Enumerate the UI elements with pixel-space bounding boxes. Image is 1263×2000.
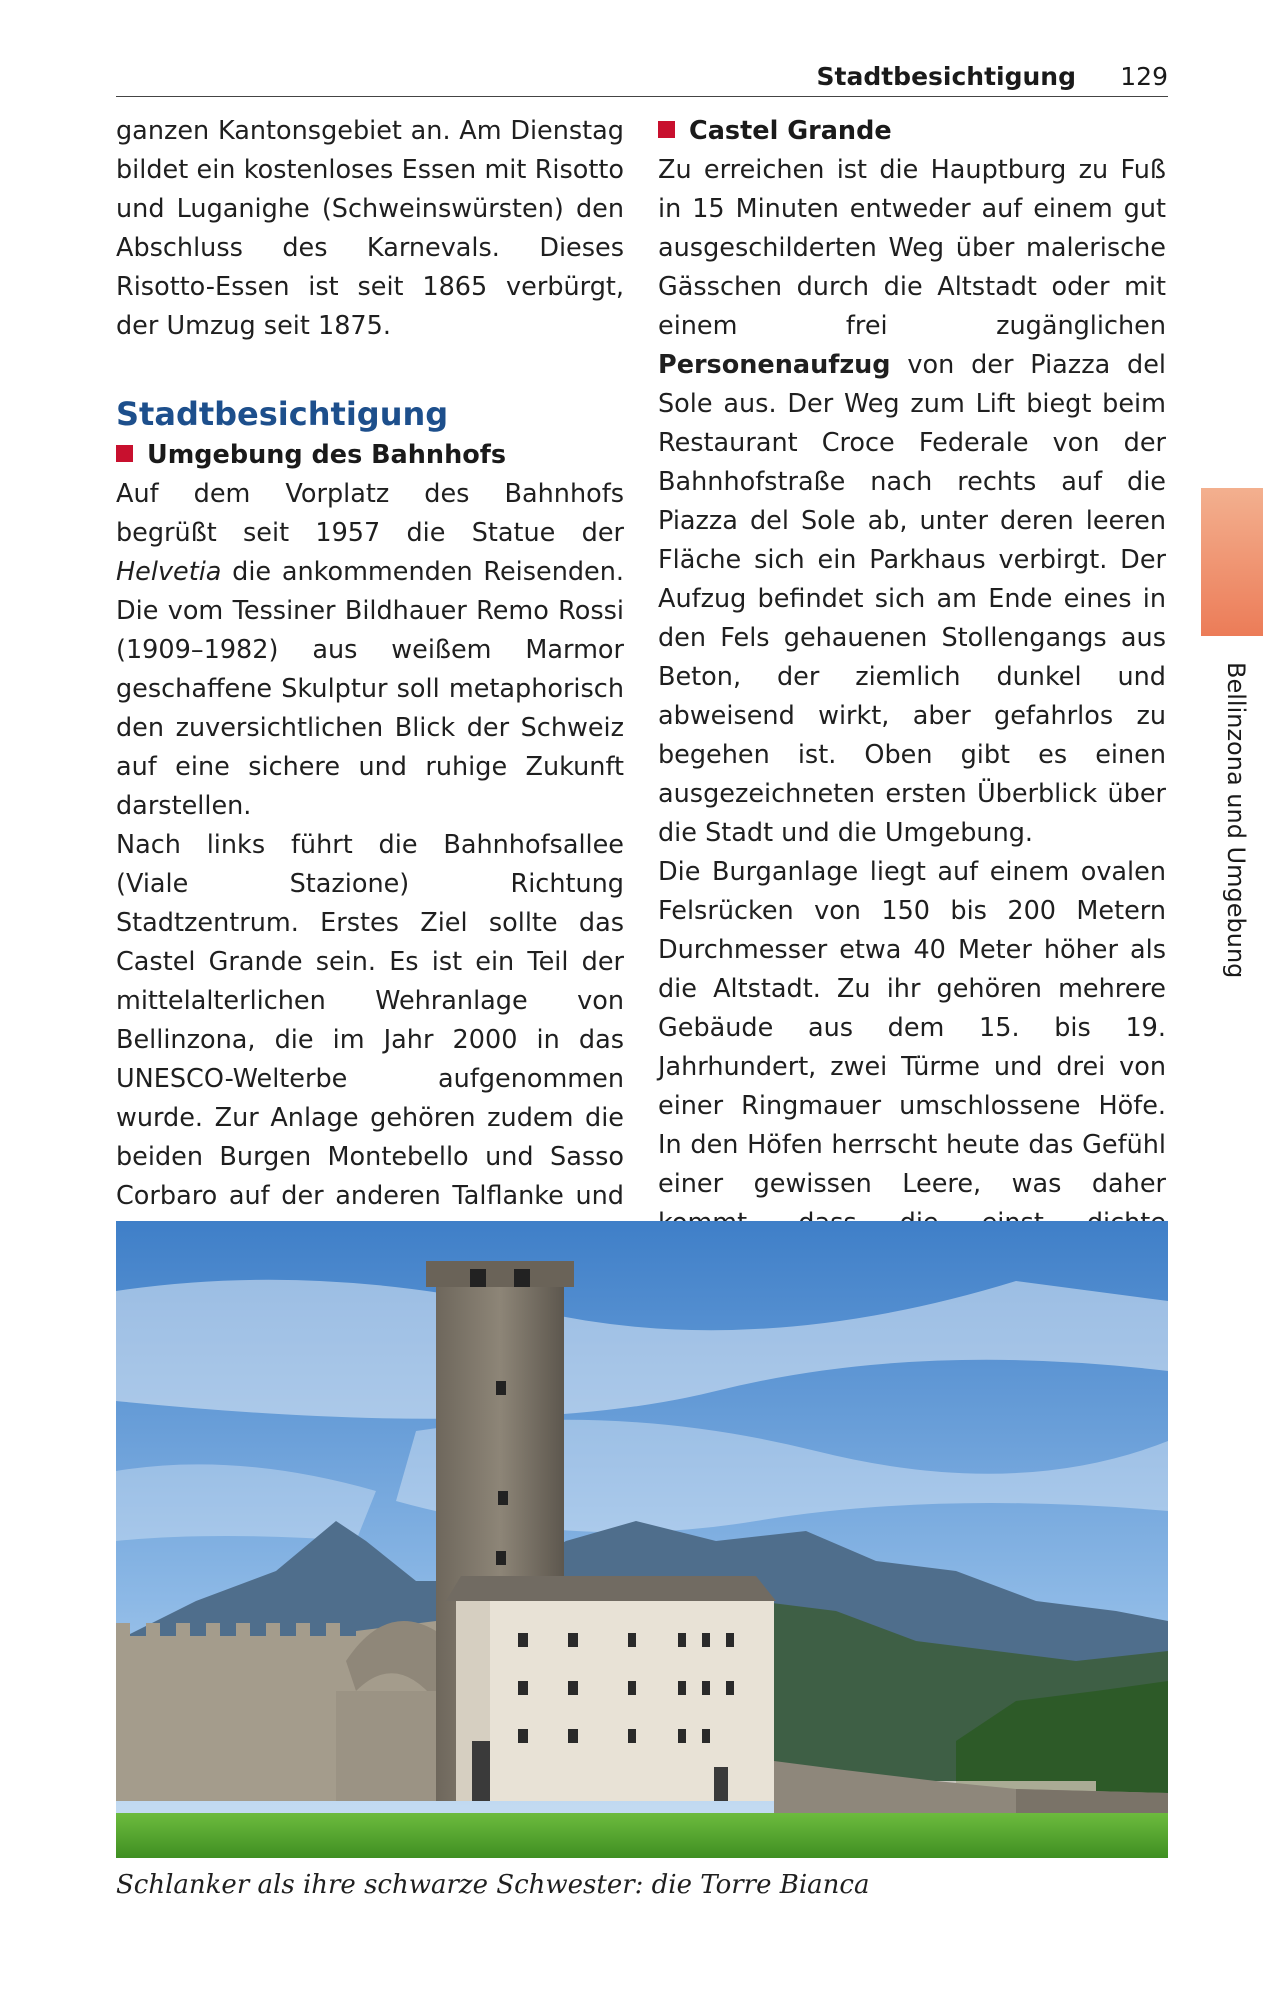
left-column: [116, 112, 624, 1294]
chapter-tab: [1201, 488, 1263, 636]
paragraph-access-end: von der Piazza del Sole aus. Der Weg zum Lift biegt beim Restaurant Croce Federale von der Bahnhofstraße nach rechts auf die Piazza del Sole ab, unter deren leeren Fläche sich ein Parkhaus verbirgt. Der Aufzug befindet sich am Ende eines in den Fels gehauenen Stollengangs aus Beton, der ziemlich dunkel und abweisend wirkt, aber gefahrlos zu begehen ist. Oben gibt es einen ausgezeichneten ersten Überblick über die Stadt und die Umgebung.: [658, 350, 1166, 848]
running-head: [116, 60, 1168, 97]
subheading-castel-grande: [658, 112, 1166, 151]
square-marker-icon: [658, 121, 675, 138]
paragraph-helvetia-end: die ankommenden Reisenden. Die vom Tessiner Bildhauer Remo Rossi (1909–1982) aus weißem Marmor geschaffene Skulptur soll metaphorisch den zuversichtlichen Blick der Schweiz auf eine sichere und ruhige Zukunft darstellen.: [116, 557, 624, 821]
chapter-tab-label: Bellinzona und Umgebung: [1222, 662, 1250, 979]
paragraph-burganlage: Die Burganlage liegt auf einem ovalen Felsrücken von 150 bis 200 Metern Durchmesser etwa 40 Meter höher als die Altstadt. Zu ihr gehören mehrere Gebäude aus dem 15. bis 19. Jahrhundert, zwei Türme und drei von einer Ringmauer umschlossene Höfe. In den Höfen herrscht heute das Gefühl einer gewissen Leere, was daher: [658, 857, 1166, 1199]
subheading-umgebung-label: Umgebung des Bahnhofs: [147, 440, 507, 470]
subheading-castel-grande-label: Castel Grande: [689, 116, 892, 146]
subheading-umgebung: [116, 436, 624, 475]
personenaufzug-bold: Personenaufzug: [658, 350, 891, 380]
paragraph-access: [658, 151, 1166, 853]
paragraph-helvetia: [116, 475, 624, 826]
right-column: [658, 112, 1166, 1282]
section-gap: [116, 346, 624, 392]
paragraph-access-start: Zu erreichen ist die Hauptburg zu Fuß in 15 Minuten entweder auf einem gut ausgeschilderten Weg über malerische Gässchen durch die Altstadt oder mit einem frei zugänglichen: [658, 155, 1166, 341]
paragraph-bahnhofsallee: Nach links führt die Bahnhofsallee (Viale Stazione) Richtung Stadtzentrum. Erstes Ziel sollte das Castel Grande sein. Es ist ein Teil der mittelalterlichen Wehranlage von Bellinzona, die im Jahr 2000 in das UNESCO-Welterbe aufgenommen wurde. Zur Anlage gehören zudem die beiden Burgen Montebello und Sasso Corbaro auf der anderen Talflanke und: [116, 830, 624, 1211]
helvetia-emphasis: Helvetia: [116, 557, 222, 587]
castle-illustration: [116, 1221, 1168, 1858]
page-number: 129: [1120, 62, 1168, 91]
section-heading: Stadtbesichtigung: [116, 395, 449, 433]
paragraph-helvetia-start: Auf dem Vorplatz des Bahnhofs begrüßt seit 1957 die Statue der: [116, 479, 624, 548]
square-marker-icon: [116, 445, 133, 462]
photo-caption: Schlanker als ihre schwarze Schwester: die Torre Bianca: [116, 1870, 870, 1900]
intro-paragraph: ganzen Kantonsgebiet an. Am Dienstag bildet ein kostenloses Essen mit Risotto und Luganighe (Schweinswürsten) den Abschluss des Karnevals. Dieses Risotto-Essen ist seit 1865 verbürgt, der Umzug seit 1875.: [116, 116, 624, 341]
running-head-section-title: Stadtbesichtigung: [816, 62, 1076, 91]
castle-photo: [116, 1221, 1168, 1858]
